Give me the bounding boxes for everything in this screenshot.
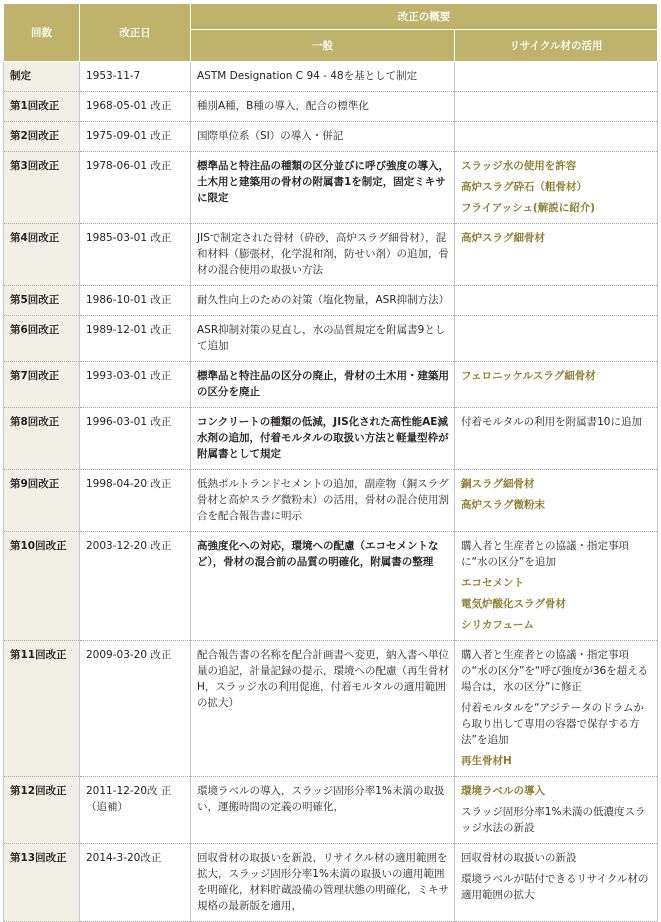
- table-row: [4, 470, 658, 532]
- recycle-summary: [455, 316, 658, 362]
- recycle-summary: [455, 532, 658, 641]
- general-summary: ASR抑制対策の見直し，水の品質規定を附属書9として追加: [191, 316, 455, 362]
- table-row: [4, 844, 658, 922]
- recycle-note: 環境ラベルが貼付できるリサイクル材の適用範囲の拡大: [461, 873, 649, 901]
- general-summary: 標準品と特注品の区分の廃止，骨材の土木用・建築用の区分を廃止: [191, 362, 455, 408]
- recycle-summary: [455, 641, 658, 777]
- revision-number: 第12回改正: [4, 777, 80, 844]
- table-row: [4, 408, 658, 470]
- recycle-note: 付着モルタルを“アジテータのドラムから取り出して専用の容器で保存する方法”を追加: [461, 702, 644, 746]
- general-summary: 配合報告書の名称を配合計画書へ変更，納入書へ単位量の追記，計量記録の提示，環境への配慮（再生骨材H，スラッジ水の利用促進，付着モルタルの適用範囲の拡大）: [191, 641, 455, 777]
- revision-number: 第9回改正: [4, 470, 80, 532]
- recycle-material-highlight: 高炉スラグ細骨材: [461, 232, 545, 244]
- general-summary: JISで制定された骨材（砕砂，高炉スラグ細骨材），混和材料（膨張材，化学混和剤，防せい剤）の追加，骨材の混合使用の取扱い方法: [191, 224, 455, 286]
- revision-date: 1996-03-01 改正: [80, 408, 191, 470]
- revision-date: 2011-12-20改 正（追補）: [80, 777, 191, 844]
- revision-date: 1953-11-7: [80, 62, 191, 92]
- recycle-summary: [455, 777, 658, 844]
- recycle-material-highlight: シリカフューム: [461, 619, 534, 631]
- table-row: [4, 122, 658, 152]
- table-row: [4, 224, 658, 286]
- recycle-summary: [455, 62, 658, 92]
- recycle-material-highlight: 環境ラベルの導入: [461, 785, 545, 797]
- recycle-material-highlight: フライアッシュ(解説に紹介): [461, 202, 596, 214]
- revision-date: 1978-06-01 改正: [80, 152, 191, 224]
- revision-rows: [4, 62, 658, 922]
- recycle-material-highlight: スラッジ水の使用を許容: [461, 160, 577, 172]
- revision-number: 第5回改正: [4, 286, 80, 316]
- recycle-summary: [455, 92, 658, 122]
- general-summary: 回収骨材の取扱いを新設，リサイクル材の適用範囲を拡大，スラッジ固形分率1%未満の取扱いの適用範囲を明確化，材料貯蔵設備の管理状態の明確化，ミキサ規格の最新版を適用，: [191, 844, 455, 922]
- general-summary: 標準品と特注品の種類の区分並びに呼び強度の導入，土木用と建築用の骨材の附属書1を制定，固定ミキサに限定: [191, 152, 455, 224]
- general-summary: コンクリートの種類の低減，JIS化された高性能AE減水剤の追加，付着モルタルの取扱い方法と軽量型枠が附属書として規定: [191, 408, 455, 470]
- general-summary: 低熱ポルトランドセメントの追加，副産物（銅スラグ骨材と高炉スラグ微粉末）の活用，骨材の混合使用割合を配合報告書に明示: [191, 470, 455, 532]
- revision-number: 第7回改正: [4, 362, 80, 408]
- header-recycle: リサイクル材の活用: [455, 30, 658, 62]
- revision-number: 第3回改正: [4, 152, 80, 224]
- general-summary: 耐久性向上のための対策（塩化物量，ASR抑制方法）: [191, 286, 455, 316]
- recycle-summary: [455, 286, 658, 316]
- general-summary: ASTM Designation C 94 - 48を基として制定: [191, 62, 455, 92]
- recycle-summary: [455, 408, 658, 470]
- revision-date: 1998-04-20 改正: [80, 470, 191, 532]
- recycle-material-highlight: フェロニッケルスラグ細骨材: [461, 370, 596, 382]
- revision-date: 1993-03-01 改正: [80, 362, 191, 408]
- header-general: 一般: [191, 30, 455, 62]
- revision-number: 第6回改正: [4, 316, 80, 362]
- recycle-note: スラッジ固形分率1%未満の低濃度スラッジ水法の新設: [461, 806, 646, 834]
- revision-date: 2014-3-20改正: [80, 844, 191, 922]
- revision-number: 第1回改正: [4, 92, 80, 122]
- revision-number: 制定: [4, 62, 80, 92]
- recycle-summary: [455, 224, 658, 286]
- revision-date: 1989-12-01 改正: [80, 316, 191, 362]
- recycle-material-highlight: 再生骨材H: [461, 755, 512, 767]
- table-row: [4, 641, 658, 777]
- recycle-material-highlight: 電気炉酸化スラグ骨材: [461, 598, 566, 610]
- general-summary: 種別A種，B種の導入，配合の標準化: [191, 92, 455, 122]
- general-summary: 国際単位系（SI）の導入・併記: [191, 122, 455, 152]
- recycle-note: 回収骨材の取扱いの新設: [461, 852, 577, 864]
- recycle-summary: [455, 470, 658, 532]
- table-row: [4, 152, 658, 224]
- table-row: [4, 286, 658, 316]
- revision-number: 第10回改正: [4, 532, 80, 641]
- table-row: [4, 362, 658, 408]
- revision-history-table: [3, 3, 658, 922]
- revision-date: 2009-03-20 改正: [80, 641, 191, 777]
- revision-number: 第2回改正: [4, 122, 80, 152]
- header-summary: 改正の概要: [191, 4, 658, 30]
- header-no: 回数: [4, 4, 80, 62]
- revision-date: 1975-09-01 改正: [80, 122, 191, 152]
- revision-number: 第13回改正: [4, 844, 80, 922]
- header-date: 改正日: [80, 4, 191, 62]
- recycle-material-highlight: エコセメント: [461, 577, 524, 589]
- revision-date: 1985-03-01 改正: [80, 224, 191, 286]
- table-row: [4, 316, 658, 362]
- revision-number: 第11回改正: [4, 641, 80, 777]
- table-row: [4, 92, 658, 122]
- recycle-note: 付着モルタルの利用を附属書10に追加: [461, 416, 642, 428]
- recycle-summary: [455, 844, 658, 922]
- recycle-material-highlight: 高炉スラグ微粉末: [461, 499, 545, 511]
- table-row: [4, 777, 658, 844]
- revision-date: 1968-05-01 改正: [80, 92, 191, 122]
- revision-date: 1986-10-01 改正: [80, 286, 191, 316]
- recycle-summary: [455, 122, 658, 152]
- recycle-summary: [455, 152, 658, 224]
- table-row: [4, 62, 658, 92]
- recycle-note: 購入者と生産者との協議・指定事項の“水の区分”を“呼び強度が36を超える場合は，水の区分”に修正: [461, 649, 649, 693]
- recycle-note: 購入者と生産者との協議・指定事項に“水の区分”を追加: [461, 540, 629, 568]
- recycle-material-highlight: 銅スラグ細骨材: [461, 478, 535, 490]
- revision-date: 2003-12-20 改正: [80, 532, 191, 641]
- general-summary: 高強度化への対応，環境への配慮（エコセメントなど），骨材の混合前の品質の明確化，附属書の整理: [191, 532, 455, 641]
- general-summary: 環境ラベルの導入，スラッジ固形分率1%未満の取扱い，運搬時間の定義の明確化，: [191, 777, 455, 844]
- revision-number: 第4回改正: [4, 224, 80, 286]
- table-row: [4, 532, 658, 641]
- revision-number: 第8回改正: [4, 408, 80, 470]
- recycle-summary: [455, 362, 658, 408]
- recycle-material-highlight: 高炉スラグ砕石（粗骨材）: [461, 181, 587, 193]
